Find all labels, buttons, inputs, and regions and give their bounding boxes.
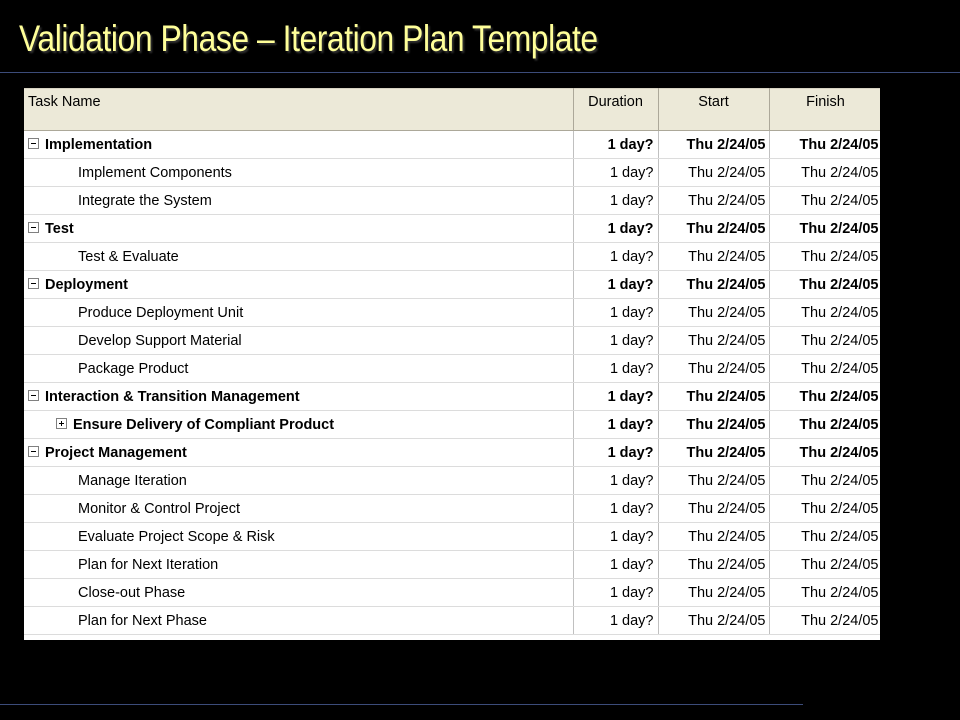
slide-title: Validation Phase – Iteration Plan Template — [19, 18, 598, 59]
table-row[interactable] — [24, 383, 880, 411]
collapse-icon[interactable] — [28, 390, 39, 401]
task-name-cell[interactable] — [24, 355, 573, 383]
duration-cell[interactable]: 1 day? — [573, 411, 658, 439]
task-name: Monitor & Control Project — [78, 500, 240, 517]
table-row[interactable] — [24, 131, 880, 159]
task-name-cell[interactable] — [24, 159, 573, 187]
column-header-task-name[interactable]: Task Name — [24, 89, 573, 131]
start-cell[interactable]: Thu 2/24/05 — [658, 383, 769, 411]
finish-cell[interactable]: Thu 2/24/05 — [769, 551, 880, 579]
task-name: Project Management — [45, 444, 187, 461]
task-name-cell[interactable] — [24, 383, 573, 411]
task-name-cell[interactable] — [24, 551, 573, 579]
duration-cell[interactable]: 1 day? — [573, 327, 658, 355]
task-name: Evaluate Project Scope & Risk — [78, 528, 275, 545]
finish-cell[interactable]: Thu 2/24/05 — [769, 523, 880, 551]
duration-cell[interactable]: 1 day? — [573, 243, 658, 271]
start-cell[interactable]: Thu 2/24/05 — [658, 327, 769, 355]
start-cell[interactable]: Thu 2/24/05 — [658, 495, 769, 523]
finish-cell[interactable]: Thu 2/24/05 — [769, 131, 880, 159]
task-name: Integrate the System — [78, 192, 212, 209]
task-name-cell[interactable] — [24, 215, 573, 243]
table-row[interactable] — [24, 299, 880, 327]
task-name-cell[interactable] — [24, 579, 573, 607]
start-cell[interactable]: Thu 2/24/05 — [658, 523, 769, 551]
table-header-row — [24, 89, 880, 131]
table-row[interactable] — [24, 579, 880, 607]
start-cell[interactable]: Thu 2/24/05 — [658, 187, 769, 215]
table-row[interactable] — [24, 187, 880, 215]
duration-cell[interactable]: 1 day? — [573, 523, 658, 551]
duration-cell[interactable]: 1 day? — [573, 299, 658, 327]
table-row[interactable] — [24, 355, 880, 383]
finish-cell[interactable]: Thu 2/24/05 — [769, 495, 880, 523]
start-cell[interactable]: Thu 2/24/05 — [658, 551, 769, 579]
table-row[interactable] — [24, 551, 880, 579]
finish-cell[interactable]: Thu 2/24/05 — [769, 411, 880, 439]
finish-cell[interactable]: Thu 2/24/05 — [769, 159, 880, 187]
duration-cell[interactable]: 1 day? — [573, 579, 658, 607]
task-name: Plan for Next Iteration — [78, 556, 219, 573]
finish-cell[interactable]: Thu 2/24/05 — [769, 383, 880, 411]
task-name-cell[interactable] — [24, 243, 573, 271]
table-row[interactable] — [24, 607, 880, 635]
finish-cell[interactable]: Thu 2/24/05 — [769, 439, 880, 467]
column-header-start[interactable]: Start — [658, 89, 769, 131]
task-name-cell[interactable] — [24, 607, 573, 635]
duration-cell[interactable]: 1 day? — [573, 271, 658, 299]
task-name: Ensure Delivery of Compliant Product — [73, 416, 335, 433]
start-cell[interactable]: Thu 2/24/05 — [658, 299, 769, 327]
collapse-icon[interactable] — [28, 222, 39, 233]
table-row[interactable] — [24, 467, 880, 495]
column-header-finish[interactable]: Finish — [769, 89, 880, 131]
table-body — [24, 131, 880, 635]
table-row[interactable] — [24, 439, 880, 467]
start-cell[interactable]: Thu 2/24/05 — [658, 243, 769, 271]
finish-cell[interactable]: Thu 2/24/05 — [769, 215, 880, 243]
task-table — [24, 88, 880, 635]
table-row[interactable] — [24, 495, 880, 523]
task-name: Deployment — [45, 276, 128, 293]
task-name-cell[interactable] — [24, 131, 573, 159]
task-name-cell[interactable] — [24, 299, 573, 327]
task-name-cell[interactable] — [24, 411, 573, 439]
task-name: Test — [45, 220, 74, 237]
finish-cell[interactable]: Thu 2/24/05 — [769, 579, 880, 607]
task-name: Interaction & Transition Management — [45, 388, 300, 405]
start-cell[interactable]: Thu 2/24/05 — [658, 355, 769, 383]
column-header-duration[interactable]: Duration — [573, 89, 658, 131]
start-cell[interactable]: Thu 2/24/05 — [658, 131, 769, 159]
task-name-cell[interactable] — [24, 439, 573, 467]
finish-cell[interactable]: Thu 2/24/05 — [769, 271, 880, 299]
duration-cell[interactable]: 1 day? — [573, 467, 658, 495]
start-cell[interactable]: Thu 2/24/05 — [658, 467, 769, 495]
task-name: Develop Support Material — [78, 332, 242, 349]
duration-cell[interactable]: 1 day? — [573, 607, 658, 635]
task-name: Implement Components — [78, 164, 232, 181]
finish-cell[interactable]: Thu 2/24/05 — [769, 187, 880, 215]
duration-cell[interactable]: 1 day? — [573, 495, 658, 523]
task-name-cell[interactable] — [24, 495, 573, 523]
finish-cell[interactable]: Thu 2/24/05 — [769, 607, 880, 635]
task-name-cell[interactable] — [24, 271, 573, 299]
table-row[interactable] — [24, 411, 880, 439]
task-name: Plan for Next Phase — [78, 612, 207, 629]
finish-cell[interactable]: Thu 2/24/05 — [769, 299, 880, 327]
duration-cell[interactable]: 1 day? — [573, 355, 658, 383]
collapse-icon[interactable] — [28, 446, 39, 457]
finish-cell[interactable]: Thu 2/24/05 — [769, 243, 880, 271]
table-row[interactable] — [24, 159, 880, 187]
footer-divider — [0, 704, 803, 705]
start-cell[interactable]: Thu 2/24/05 — [658, 607, 769, 635]
table-row[interactable] — [24, 271, 880, 299]
task-name: Close-out Phase — [78, 584, 186, 601]
table-row[interactable] — [24, 327, 880, 355]
duration-cell[interactable]: 1 day? — [573, 551, 658, 579]
finish-cell[interactable]: Thu 2/24/05 — [769, 355, 880, 383]
duration-cell[interactable]: 1 day? — [573, 215, 658, 243]
expand-icon[interactable] — [56, 418, 67, 429]
start-cell[interactable]: Thu 2/24/05 — [658, 159, 769, 187]
start-cell[interactable]: Thu 2/24/05 — [658, 215, 769, 243]
start-cell[interactable]: Thu 2/24/05 — [658, 439, 769, 467]
task-name: Implementation — [45, 136, 153, 153]
start-cell[interactable]: Thu 2/24/05 — [658, 271, 769, 299]
gantt-table-view — [24, 88, 880, 640]
duration-cell[interactable]: 1 day? — [573, 383, 658, 411]
task-name-cell[interactable] — [24, 327, 573, 355]
start-cell[interactable]: Thu 2/24/05 — [658, 411, 769, 439]
duration-cell[interactable]: 1 day? — [573, 159, 658, 187]
collapse-icon[interactable] — [28, 278, 39, 289]
task-name: Package Product — [78, 360, 189, 377]
finish-cell[interactable]: Thu 2/24/05 — [769, 327, 880, 355]
task-name-cell[interactable] — [24, 187, 573, 215]
task-name: Manage Iteration — [78, 472, 187, 489]
collapse-icon[interactable] — [28, 138, 39, 149]
task-name-cell[interactable] — [24, 523, 573, 551]
task-name: Produce Deployment Unit — [78, 304, 244, 321]
title-divider — [0, 72, 960, 73]
task-name: Test & Evaluate — [78, 248, 179, 265]
duration-cell[interactable]: 1 day? — [573, 187, 658, 215]
table-row[interactable] — [24, 215, 880, 243]
duration-cell[interactable]: 1 day? — [573, 131, 658, 159]
start-cell[interactable]: Thu 2/24/05 — [658, 579, 769, 607]
table-row[interactable] — [24, 243, 880, 271]
finish-cell[interactable]: Thu 2/24/05 — [769, 467, 880, 495]
task-name-cell[interactable] — [24, 467, 573, 495]
duration-cell[interactable]: 1 day? — [573, 439, 658, 467]
table-row[interactable] — [24, 523, 880, 551]
